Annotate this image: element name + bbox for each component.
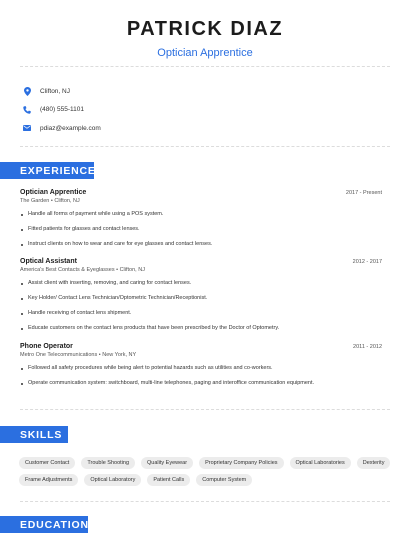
- bullet-item: Key Holder/ Contact Lens Technician/Optometric Technician/Receptionist.: [20, 295, 382, 302]
- skills-list: [19, 457, 391, 491]
- bullet-item: Operate communication system: switchboard, multi-line telephones, paging and interoffice communication equipment.: [20, 380, 382, 387]
- bullet-item: Handle receiving of contact lens shipment.: [20, 310, 382, 317]
- job-bullets: [20, 365, 382, 387]
- header-divider: [20, 66, 390, 67]
- contact-divider: [20, 146, 390, 147]
- job-company: The Garden • Clifton, NJ: [20, 198, 80, 204]
- job-entry: [20, 189, 382, 248]
- job-title: Phone Operator: [20, 343, 73, 350]
- section-education: EDUCATION: [0, 516, 88, 533]
- phone-icon: [22, 105, 32, 115]
- resume-header: [0, 0, 410, 60]
- skill-chip: Optical Laboratories: [290, 457, 351, 469]
- job-dates: 2017 - Present: [345, 190, 382, 196]
- map-pin-icon: [22, 86, 32, 96]
- email-text: pdiaz@example.com: [40, 124, 101, 132]
- skill-chip: Patient Calls: [147, 474, 190, 486]
- job-title: Optician Apprentice: [20, 189, 87, 196]
- skill-chip: Dexterity: [357, 457, 391, 469]
- job-dates: 2012 - 2017: [352, 259, 382, 265]
- envelope-icon: [22, 123, 32, 133]
- skill-chip: Frame Adjustments: [19, 474, 78, 486]
- candidate-name: PATRICK DIAZ: [126, 18, 284, 40]
- skills-row: [19, 457, 391, 469]
- bullet-item: Followed all safety procedures while being alert to potential hazards such as utilities and co-workers.: [20, 365, 382, 372]
- skills-row: [19, 474, 391, 486]
- contact-email: [22, 119, 101, 137]
- job-entry: [20, 343, 382, 387]
- skill-chip: Proprietary Company Policies: [199, 457, 283, 469]
- job-entry: [20, 258, 382, 332]
- phone-text: (480) 555-1101: [40, 106, 84, 113]
- skill-chip: Customer Contact: [19, 457, 75, 469]
- skill-chip: Trouble Shooting: [81, 457, 135, 469]
- job-title: Optical Assistant: [20, 258, 77, 265]
- bullet-item: Handle all forms of payment while using a POS system.: [20, 211, 382, 218]
- job-company: Metro One Telecommunications • New York, NY: [20, 352, 137, 358]
- job-bullets: [20, 280, 382, 332]
- skill-chip: Quality Eyewear: [141, 457, 193, 469]
- bullet-item: Assist client with inserting, removing, and caring for contact lenses.: [20, 280, 382, 287]
- contact-location: [22, 82, 101, 100]
- job-dates: 2011 - 2012: [353, 344, 382, 350]
- section-skills: SKILLS: [0, 426, 68, 443]
- job-bullets: [20, 211, 382, 248]
- bullet-item: Fitted patients for glasses and contact lenses.: [20, 226, 382, 233]
- section-experience: EXPERIENCE: [0, 162, 94, 179]
- contact-phone: [22, 101, 101, 119]
- experience-divider: [20, 409, 390, 410]
- skills-divider: [20, 501, 390, 502]
- skill-chip: Computer System: [196, 474, 252, 486]
- bullet-item: Instruct clients on how to wear and care for eye glasses and contact lenses.: [20, 241, 382, 248]
- candidate-title: Optician Apprentice: [157, 47, 253, 59]
- location-text: Clifton, NJ: [40, 87, 70, 95]
- job-company: America's Best Contacts & Eyeglasses • Clifton, NJ: [20, 267, 145, 273]
- contact-list: [22, 82, 101, 138]
- bullet-item: Educate customers on the contact lens products that have been prescribed by the Doctor of Optometry.: [20, 325, 382, 332]
- skill-chip: Optical Laboratory: [84, 474, 141, 486]
